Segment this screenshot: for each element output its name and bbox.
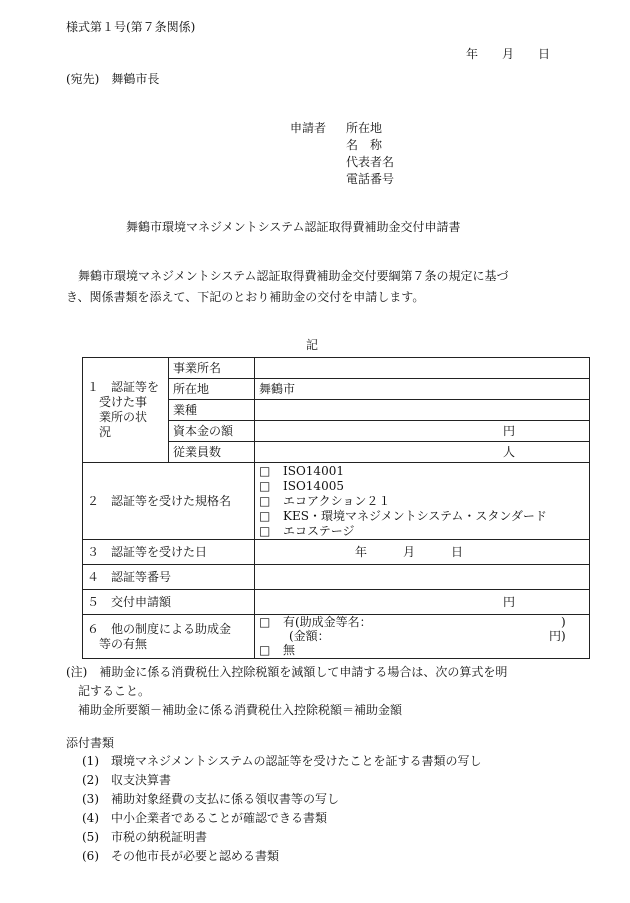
standard-option[interactable] <box>259 524 585 539</box>
standard-option-label: エコステージ <box>283 523 355 538</box>
other-subsidy-no[interactable] <box>259 643 585 658</box>
requested-amount-field[interactable] <box>255 590 590 615</box>
note-block <box>66 663 507 720</box>
industry-field[interactable] <box>255 400 590 421</box>
section4-label: ４ 認証等番号 <box>83 565 255 590</box>
office-name-label: 事業所名 <box>169 358 255 379</box>
checkbox-icon[interactable]: □ <box>259 508 271 523</box>
standard-option-label: KES・環境マネジメントシステム・スタンダード <box>283 508 547 523</box>
capital-unit: 円 <box>503 423 516 438</box>
standard-option-label: ISO14001 <box>283 463 344 478</box>
employees-field[interactable] <box>255 442 590 463</box>
note-line2: 記すること。 <box>66 684 151 698</box>
capital-field[interactable] <box>255 421 590 442</box>
application-table <box>82 357 590 659</box>
standard-option[interactable] <box>259 479 585 494</box>
standard-option-label: エコアクション２１ <box>283 493 391 508</box>
attachment-item: (1) 環境マネジメントシステムの認証等を受けたことを証する書類の写し <box>82 754 482 768</box>
employees-label: 従業員数 <box>169 442 255 463</box>
other-subsidy-amount[interactable] <box>259 629 585 643</box>
body-text-line1: 舞鶴市環境マネジメントシステム認証取得費補助金交付要綱第７条の規定に基づ <box>66 269 509 283</box>
checkbox-icon[interactable]: □ <box>259 463 271 478</box>
attachments-list <box>82 752 481 866</box>
location-field[interactable]: 舞鶴市 <box>255 379 590 400</box>
location-label: 所在地 <box>169 379 255 400</box>
employees-unit: 人 <box>503 444 516 459</box>
standard-option[interactable] <box>259 509 585 524</box>
standards-options <box>255 463 590 540</box>
checkbox-icon[interactable]: □ <box>259 523 271 538</box>
section3-label: ３ 認証等を受けた日 <box>83 540 255 565</box>
standard-option-label: ISO14005 <box>283 478 344 493</box>
attachment-item: (4) 中小企業者であることが確認できる書類 <box>82 811 327 825</box>
other-subsidy-no-label: 無 <box>283 643 296 657</box>
checkbox-icon[interactable]: □ <box>259 643 271 657</box>
section5-label: ５ 交付申請額 <box>83 590 255 615</box>
other-subsidy-field <box>255 615 590 659</box>
other-subsidy-yes[interactable] <box>259 615 585 629</box>
section1-label: １ 認証等を 受けた事 業所の状 況 <box>83 358 169 463</box>
office-name-field[interactable] <box>255 358 590 379</box>
applicant-representative-label: 代表者名 <box>346 155 395 169</box>
industry-label: 業種 <box>169 400 255 421</box>
note-formula: 補助金所要額－補助金に係る消費税仕入控除税額＝補助金額 <box>66 703 403 717</box>
amount-unit: 円) <box>549 629 566 643</box>
note-line1: (注) 補助金に係る消費税仕入控除税額を減額して申請する場合は、次の算式を明 <box>66 665 508 679</box>
form-number: 様式第１号(第７条関係) <box>66 20 196 34</box>
certification-number-field[interactable] <box>255 565 590 590</box>
other-subsidy-amount-label: (金額： <box>289 629 330 643</box>
attachment-item: (3) 補助対象経費の支払に係る領収書等の写し <box>82 792 339 806</box>
certification-date-text: 年 月 日 <box>355 544 464 559</box>
section6-label: ６ 他の制度による助成金 等の有無 <box>83 615 255 659</box>
section2-label: ２ 認証等を受けた規格名 <box>83 463 255 540</box>
applicant-address-label: 所在地 <box>346 121 383 135</box>
addressee: (宛先) 舞鶴市長 <box>66 72 160 86</box>
checkbox-icon[interactable]: □ <box>259 615 271 629</box>
body-text-line2: き、関係書類を添えて、下記のとおり補助金の交付を申請します。 <box>66 290 425 304</box>
other-subsidy-yes-label: 有(助成金等名： <box>283 615 372 629</box>
checkbox-icon[interactable]: □ <box>259 493 271 508</box>
certification-date-field[interactable] <box>255 540 590 565</box>
standard-option[interactable] <box>259 464 585 479</box>
standard-option[interactable] <box>259 494 585 509</box>
date-line: 年 月 日 <box>466 47 551 61</box>
applicant-name-label: 名 称 <box>346 138 383 152</box>
attachment-item: (2) 収支決算書 <box>82 773 171 787</box>
attachment-item: (5) 市税の納税証明書 <box>82 830 207 844</box>
attachments-heading: 添付書類 <box>66 736 115 750</box>
paren-close: ) <box>561 615 566 629</box>
applicant-phone-label: 電話番号 <box>346 172 395 186</box>
checkbox-icon[interactable]: □ <box>259 478 271 493</box>
document-title: 舞鶴市環境マネジメントシステム認証取得費補助金交付申請書 <box>126 220 461 234</box>
requested-amount-unit: 円 <box>503 594 516 609</box>
applicant-label: 申請者 <box>290 121 327 135</box>
capital-label: 資本金の額 <box>169 421 255 442</box>
attachment-item: (6) その他市長が必要と認める書類 <box>82 849 279 863</box>
ki-heading: 記 <box>306 338 319 352</box>
